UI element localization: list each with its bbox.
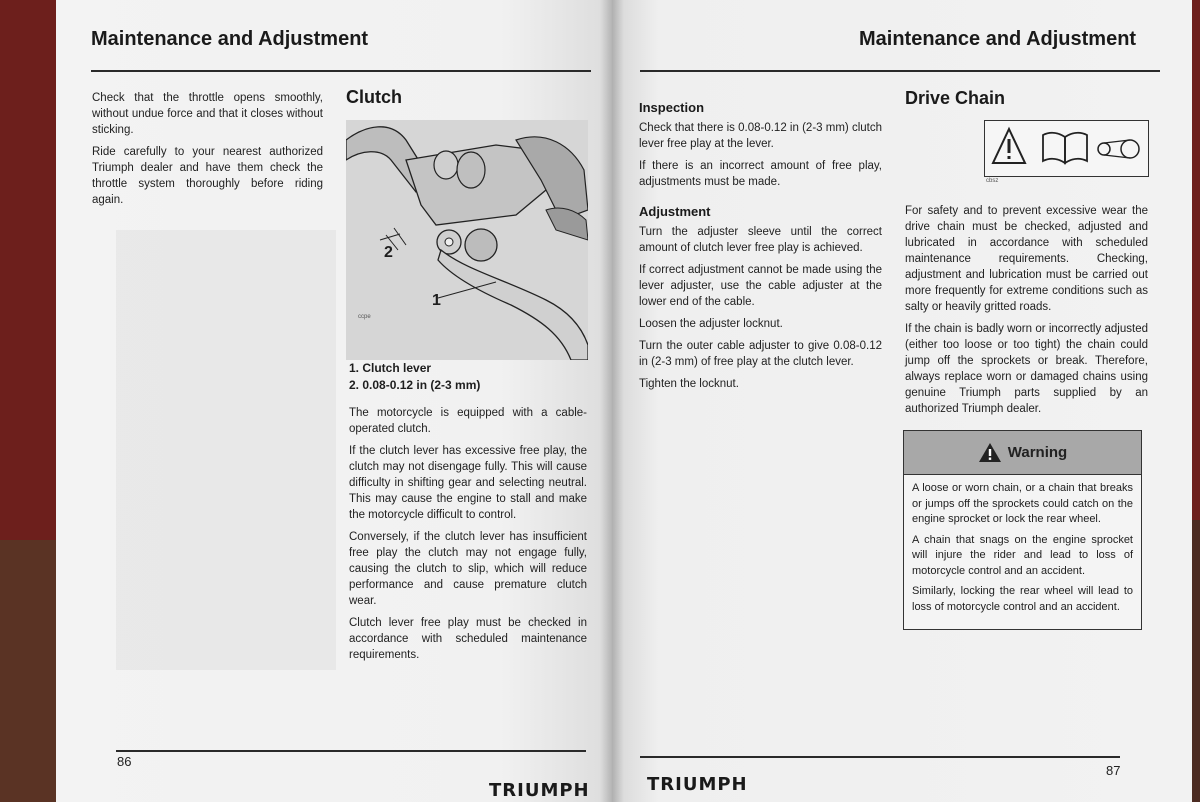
throttle-paragraph: Check that the throttle opens smoothly, without undue force and that it closes without sticking. — [92, 92, 323, 136]
drive-chain-title: Drive Chain — [905, 88, 1006, 108]
warning-triangle-icon — [993, 129, 1025, 163]
right-footer-rule — [640, 756, 1120, 758]
warning-header — [904, 431, 1141, 475]
throttle-paragraph: Ride carefully to your nearest authorized Triumph dealer and have them check the throttle system thoroughly before riding again. — [92, 146, 323, 206]
chain-sprocket-icon — [1098, 140, 1139, 158]
warning-box — [903, 430, 1142, 630]
figure-callout-1: 1 — [432, 292, 441, 309]
adjustment-title: Adjustment — [639, 204, 711, 219]
warning-icon — [978, 442, 1002, 463]
left-brand-logo: TRIUMPH — [489, 780, 590, 801]
inspection-paragraph: If there is an incorrect amount of free play, adjustments must be made. — [639, 160, 882, 188]
caption-free-play: 2. 0.08-0.12 in (2-3 mm) — [349, 378, 481, 392]
figure-callout-2: 2 — [384, 244, 393, 261]
warning-paragraph: A chain that snags on the engine sprocket will injure the rider and lead to loss of motorcycle control and an accident. — [912, 533, 1133, 577]
right-page-number: 87 — [1106, 763, 1121, 778]
clutch-paragraph: Conversely, if the clutch lever has insufficient free play the clutch may not engage fully, causing the clutch to slip, which will reduce performance and cause premature clutch wear. — [349, 531, 587, 607]
left-footer-rule — [116, 750, 586, 752]
drive-chain-text — [905, 203, 1148, 423]
clutch-lever-figure — [346, 120, 588, 360]
drive-chain-paragraph: If the chain is badly worn or incorrectly adjusted (either too loose or too tight) the chain could jump off the sprockets or break. Therefore, always replace worn or damaged chains using genuine Triumph parts supplied by an authorized Triumph dealer. — [905, 323, 1148, 415]
inspection-adjustment-text — [639, 100, 882, 398]
warning-body — [904, 475, 1141, 626]
adjustment-paragraph: Tighten the locknut. — [639, 378, 739, 390]
clutch-text — [349, 405, 587, 669]
left-page-header: Maintenance and Adjustment — [91, 28, 369, 50]
figure-code: ccpe — [358, 314, 371, 320]
left-header-rule — [91, 70, 591, 72]
safety-symbols-box — [984, 120, 1149, 177]
left-page-number: 86 — [117, 754, 132, 769]
figure-captions — [349, 360, 480, 394]
clutch-paragraph: The motorcycle is equipped with a cable-operated clutch. — [349, 407, 587, 435]
manual-book-icon — [1043, 133, 1087, 163]
right-brand-logo: TRIUMPH — [647, 774, 748, 795]
drive-chain-paragraph: For safety and to prevent excessive wear the drive chain must be checked, adjusted and lubricated in accordance with scheduled maintenance requirements. Checking, adjustment and lubrication must be carried out more frequently for extreme conditions such as salty or heavily gritted roads. — [905, 205, 1148, 313]
right-page-header: Maintenance and Adjustment — [859, 28, 1137, 50]
warning-label: Warning — [1007, 444, 1068, 461]
symbol-code: cbsz — [986, 178, 999, 184]
clutch-paragraph: Clutch lever free play must be checked in accordance with scheduled maintenance requirements. — [349, 617, 587, 661]
right-header-rule — [640, 70, 1160, 72]
adjustment-paragraph: If correct adjustment cannot be made using the lever adjuster, use the cable adjuster at the lower end of the cable. — [639, 264, 882, 308]
adjustment-paragraph: Turn the outer cable adjuster to give 0.08-0.12 in (2-3 mm) of free play at the clutch lever. — [639, 340, 882, 368]
inspection-paragraph: Check that there is 0.08-0.12 in (2-3 mm) clutch lever free play at the lever. — [639, 122, 882, 150]
clutch-lever-illustration — [346, 120, 588, 360]
warning-paragraph: A loose or worn chain, or a chain that breaks or jumps off the sprockets could catch on the engine sprocket or lock the rear wheel. — [912, 482, 1133, 525]
clutch-paragraph: If the clutch lever has excessive free play, the clutch may not disengage fully. This will cause difficulty in shifting gear and selecting neutral. This may cause the engine to stall and make the motorcycle difficult to control. — [349, 445, 587, 521]
caption-clutch-lever: 1. Clutch lever — [349, 361, 432, 375]
book-gutter — [600, 0, 624, 802]
inspection-title: Inspection — [639, 100, 705, 115]
warning-paragraph: Similarly, locking the rear wheel will lead to loss of motorcycle control and an accident. — [912, 585, 1133, 613]
show-through-text — [116, 230, 336, 670]
throttle-text — [92, 90, 323, 214]
adjustment-paragraph: Turn the adjuster sleeve until the correct amount of clutch lever free play is achieved. — [639, 226, 882, 254]
safety-symbols — [985, 121, 1148, 176]
clutch-title: Clutch — [346, 87, 402, 107]
adjustment-paragraph: Loosen the adjuster locknut. — [639, 318, 783, 330]
